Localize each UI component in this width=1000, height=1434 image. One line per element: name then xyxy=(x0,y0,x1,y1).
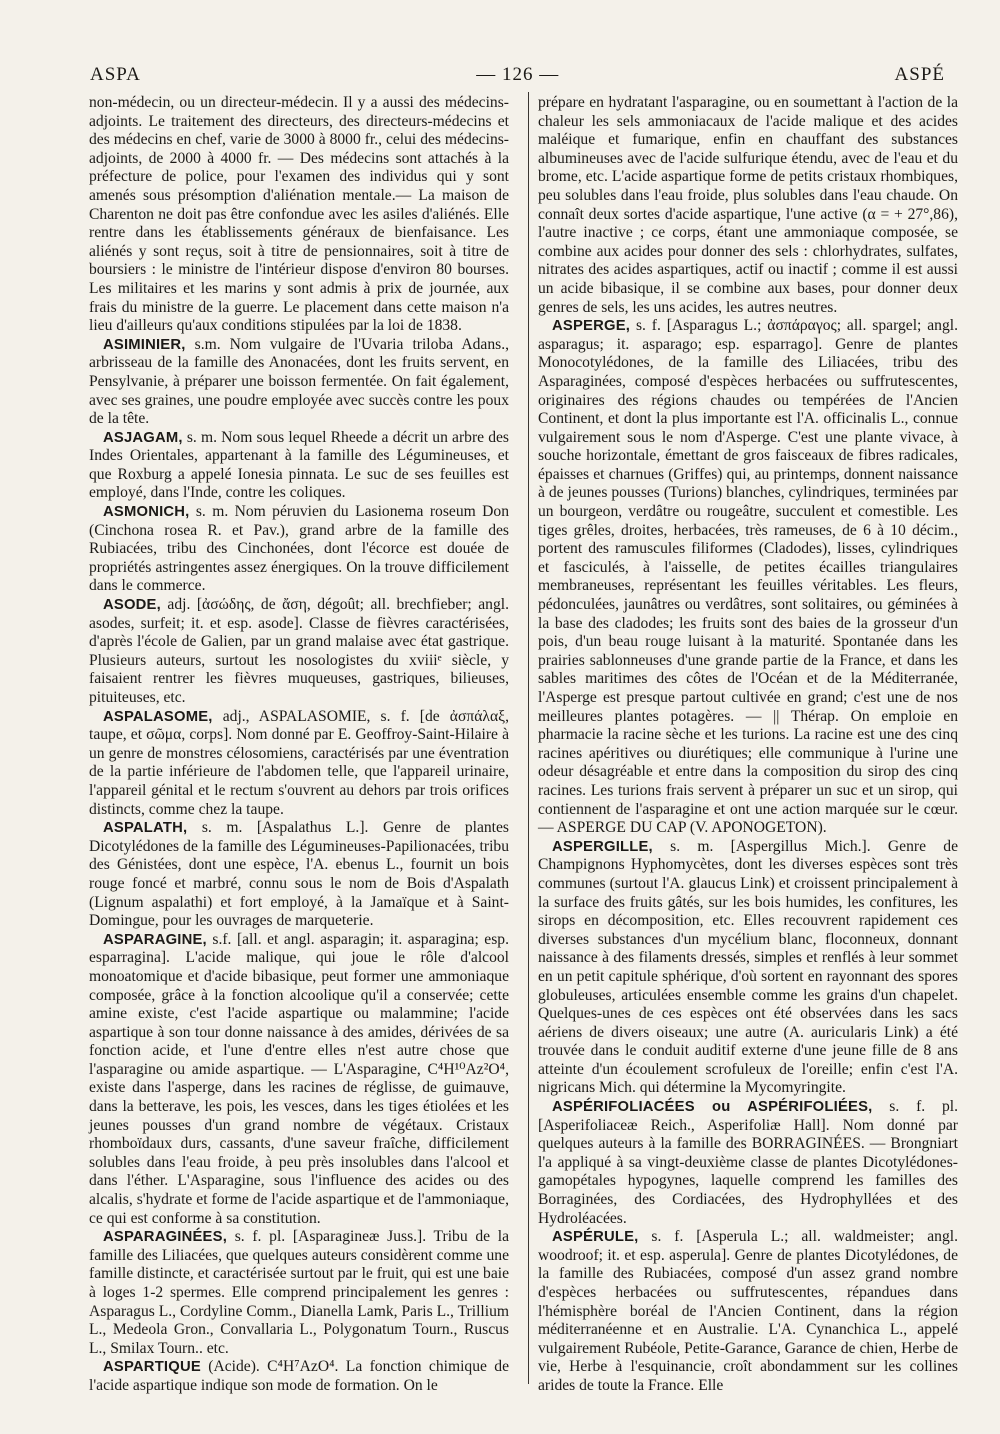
dictionary-entry xyxy=(89,931,509,1229)
dictionary-entry xyxy=(89,819,509,931)
dictionary-entry xyxy=(89,596,509,708)
dictionary-entry xyxy=(89,1228,509,1358)
entry-text: s. m. [Aspalathus L.]. Genre de plantes Dicotylédones de la famille des Légumineuses-Papilionacées, tribu des Génistées, dont une espèce, l'A. ebenus L., fournit un bois rouge foncé et marbré, connu sous le nom de Bois d'Aspalath (Lignum aspalathi) et fort employé, à la Jamaïque et à Saint-Domingue, pour les ouvrages de marqueterie. xyxy=(89,819,509,930)
entry-text: (Acide). C⁴H⁷AzO⁴. La fonction chimique de l'acide aspartique indique son mode de formation. On le xyxy=(89,1358,509,1394)
dictionary-entry xyxy=(538,94,958,317)
entry-headword: ASPALATH, xyxy=(103,820,188,837)
entry-text: s.f. [all. et angl. asparagin; it. asparagina; esp. esparragina]. L'acide malique, qui joue le rôle d'alcool monoatomique et d'acide bibasique, peut former une ammoniaque composée, grâce à la fonction alcoolique qu'il a conservée; cette amine existe, c'est l'acide aspartique ou malammine; l'acide aspartique à son tour donne naissance à des amides, dérivées de sa fonction acide, et l'une d'entre elles n'est autre chose que l'asparagine ou amide aspartique. — L'Asparagine, C⁴H¹⁰Az²O⁴, existe dans l'asperge, dans les racines de réglisse, de guimauve, dans la betterave, les pois, les vesces, dans les tiges étiolées et les jeunes pousses d'un grand nombre de végétaux. Cristaux rhomboïdaux durs, cassants, d'une saveur fraîche, difficilement solubles dans l'eau froide, à peu près insolubles dans l'alcool et dans l'éther. L'Asparagine, sous l'influence des acides ou des alcalis, s'hydrate et forme de l'acide aspartique et de l'ammoniaque, ce qui est conforme à sa constitution. xyxy=(89,930,509,1227)
entry-text: adj. [ἀσώδης, de ἄση, dégoût; all. brechfieber; angl. asodes, surfeit; it. et esp. asode]. Classe de fièvres caractérisées, d'après l'école de Galien, par un grand malaise avec état gastrique. Plusieurs auteurs, surtout les nosologistes du xviiiᵉ siècle, y faisaient rentrer les fièvres muqueuses, gastriques, bilieuses, pituiteuses, etc. xyxy=(89,596,509,706)
entry-headword: ASIMINIER, xyxy=(103,336,186,353)
entry-text: prépare en hydratant l'asparagine, ou en soumettant à l'action de la chaleur les sels ammoniacaux de l'acide malique et des acides maléique et fumarique, enfin en chauffant des substances albumineuses avec de l'acide sulfurique étendu, avec de l'eau et du brome, etc. L'acide aspartique forme de petits cristaux rhombiques, peu solubles dans l'eau froide, plus solubles dans l'eau chaude. On connaît deux sortes d'acide aspartique, l'une active (α = + 27°,86), l'autre inactive ; ce corps, étant une ammoniaque composée, se combine aux acides pour donner des sels : chlorhydrates, sulfates, nitrates des acides aspartiques, actif ou inactif ; comme il est aussi un acide bibasique, il se combine aux bases, pour donner deux genres de sels, les uns acides, les autres neutres. xyxy=(538,94,958,316)
entry-text: s. m. [Aspergillus Mich.]. Genre de Champignons Hyphomycètes, dont les diverses espèces sont très communes (surtout l'A. glaucus Link) et croissent principalement à la surface des fruits gâtés, sur les bois humides, les confitures, les sirops en décomposition, etc. Elles recouvrent rapidement ces diverses substances d'un mycélium blanc, floconneux, donnant naissance à des filaments dressés, simples et renflés à leur sommet en un petit capitule sphérique, d'où sortent en rayonnant des spores globuleuses, articulées ensemble comme les grains d'un chapelet. Quelques-unes de ces espèces ont été observées dans les sacs aériens de divers oiseaux; une autre (A. auricularis Link) a été trouvée dans le conduit auditif externe d'une jeune fille de 8 ans atteinte d'un écoulement scrofuleux de l'oreille; enfin c'est l'A. nigricans Mich. qui détermine la Mycomyringite. xyxy=(538,837,958,1097)
dictionary-entry xyxy=(89,94,509,336)
entry-headword: ASMONICH, xyxy=(103,504,190,521)
dictionary-entry xyxy=(538,317,958,838)
page-header xyxy=(90,62,945,88)
entry-text: s. m. Nom péruvien du Lasionema roseum Don (Cinchona rosea R. et Pav.), grand arbre de la famille des Rubiacées, tribu des Cinchonées, dont l'écorce est douée de propriétés astringentes assez énergiques. On la trouve difficilement dans le commerce. xyxy=(89,503,509,595)
entry-text: s. f. pl. [Asparagineæ Juss.]. Tribu de la famille des Liliacées, que quelques auteurs considèrent comme une famille distincte, et caractérisée surtout par le fruit, qui est une baie à loges 1-2 spermes. Elle comprend principalement les genres : Asparagus L., Cordyline Comm., Dianella Lamk, Paris L., Trillium L., Medeola Gron., Convallaria L., Polygonatum Tourn., Ruscus L., Smilax Tourn.. etc. xyxy=(89,1228,509,1357)
entry-headword: ASPERGILLE, xyxy=(552,838,653,855)
entry-headword: ASPERGE, xyxy=(552,318,631,335)
header-left-guide-word: ASPA xyxy=(90,64,141,85)
entry-text: adj., ASPALASOMIE, s. f. [de ἀσπάλαξ, taupe, et σῶμα, corps]. Nom donné par E. Geoffroy-Saint-Hilaire à un genre de monstres célosomiens, caractérisés par une éventration de la partie inférieure de l'abdomen telle, que l'appareil urinaire, l'appareil génital et le rectum s'ouvrent au dehors par trois orifices distincts, comme chez la taupe. xyxy=(89,707,509,818)
entry-headword: ASPARAGINE, xyxy=(103,931,207,948)
page-number: — 126 — xyxy=(476,64,560,85)
dictionary-entry xyxy=(89,429,509,503)
dictionary-entry xyxy=(89,336,509,429)
entry-headword: ASPARTIQUE xyxy=(103,1359,201,1376)
entry-text: s. f. pl. [Asperifoliaceæ Reich., Asperifoliæ Hall]. Nom donné par quelques auteurs à la famille des BORRAGINÉES. — Brongniart l'a appliqué à sa vingt-deuxième classe de plantes Dicotylédones-gamopétales hypogynes, laquelle comprend les familles des Borraginées, des Cordiacées, des Hydrophyllées et des Hydroléacées. xyxy=(538,1098,958,1227)
dictionary-entry xyxy=(538,1098,958,1228)
entry-text: s. m. Nom sous lequel Rheede a décrit un arbre des Indes Orientales, appartenant à la famille des Légumineuses, et que Roxburg a appelé Ionesia pinnata. Le suc de ses feuilles est employé, dans l'Inde, contre les coliques. xyxy=(89,428,509,502)
entry-text: non-médecin, ou un directeur-médecin. Il y a aussi des médecins-adjoints. Le traitement des directeurs, des directeurs-médecins et des médecins en chef, varie de 3000 à 8000 fr., celui des médecins-adjoints, de 2000 à 4000 fr. — Des médecins sont attachés à la préfecture de police, pour l'examen des individus qui y sont amenés sous présomption d'aliénation mentale.— La maison de Charenton ne doit pas être confondue avec les asiles d'aliénés. Elle rentre dans les établissements généraux de bienfaisance. Les aliénés y sont reçus, soit à titre de pensionnaires, soit à titre de boursiers : le ministre de l'intérieur dispose d'environ 80 bourses. Les militaires et les marins y sont admis à prix de journée, aux frais du ministre de la guerre. Le placement dans cette maison n'a lieu d'ailleurs qu'aux conditions stipulées par la loi de 1838. xyxy=(89,94,509,335)
entry-headword: ASPARAGINÉES, xyxy=(103,1229,228,1246)
dictionary-entry xyxy=(538,838,958,1098)
entry-headword: ASPALASOME, xyxy=(103,708,213,725)
entry-text: s. f. [Asparagus L.; ἀσπάραγος; all. spargel; angl. asparagus; it. asparago; esp. esparrago]. Genre de plantes Monocotylédones, de la famille des Liliacées, tribu des Asparaginées, composé d'espèces herbacées ou suffrutescentes, originaires des régions chaudes ou tempérées de l'Ancien Continent, et dont la plus importante est l'A. officinalis L., connue vulgairement sous le nom d'Asperge. C'est une plante vivace, à souche horizontale, émettant de gros faisceaux de fibres radicales, épaisses et charnues (Griffes) qui, au printemps, donnent naissance à de jeunes pousses (Turions) blanches, cylindriques, terminées par un bourgeon, verdâtre ou rougeâtre, succulent et comestible. Les tiges grêles, droites, herbacées, très rameuses, de 6 à 10 décim., portent des ramuscules filiformes (Cladodes), lisses, cylindriques et fasciculés, à l'aisselle, de petites écailles triangulaires membraneuses, représentant les feuilles véritables. Les fleurs, pédonculées, jaunâtres ou verdâtres, sont solitaires, ou géminées à la base des cladodes; les fruits sont des baies de la grosseur d'un pois, d'un beau rouge luisant à la maturité. Spontanée dans les prairies sablonneuses d'une grande partie de la France, et dans les sables maritimes des côtes de l'Océan et de la Méditerranée, l'Asperge est presque partout cultivée en grand; c'est une de nos meilleures plantes potagères. — || Thérap. On emploie en pharmacie la racine sèche et les turions. La racine est une des cinq racines apéritives ou diurétiques; elle communique à l'urine une odeur désagréable et entre dans la composition du sirop des cinq racines. Les turions frais servent à préparer un suc et un sirop, qui contiennent de l'asparagine et ont une action marquée sur le cœur. — ASPERGE DU CAP (V. APONOGETON). xyxy=(538,317,958,837)
entry-headword: ASPÉRIFOLIACÉES ou ASPÉRIFOLIÉES, xyxy=(552,1099,873,1116)
entry-headword: ASODE, xyxy=(103,597,161,614)
column-divider xyxy=(528,92,529,1384)
dictionary-entry xyxy=(89,1358,509,1395)
dictionary-entry xyxy=(89,708,509,820)
entry-headword: ASJAGAM, xyxy=(103,429,183,446)
dictionary-entry xyxy=(538,1228,958,1395)
header-right-guide-word: ASPÉ xyxy=(894,64,945,85)
dictionary-entry xyxy=(89,503,509,596)
entry-text: s.m. Nom vulgaire de l'Uvaria triloba Adans., arbrisseau de la famille des Anonacées, dont les fruits servent, en Pensylvanie, à préparer une boisson fermentée. On fait également, avec ses graines, une poudre employée avec succès contre les poux de la tête. xyxy=(89,335,509,428)
entry-text: s. f. [Asperula L.; all. waldmeister; angl. woodroof; it. et esp. asperula]. Genre de plantes Dicotylédones, de la famille des Rubiacées, composé d'un assez grand nombre d'espèces herbacées ou suffrutescentes, répandues dans l'hémisphère boréal de l'Ancien Continent, dans la région méditerranéenne et en Australie. L'A. Cynanchica L., appelé vulgairement Rubéole, Petite-Garance, Garance de chien, Herbe de vie, Herbe à l'esquinancie, croît abondamment sur les collines arides de toute la France. Elle xyxy=(538,1228,958,1394)
left-column xyxy=(89,94,509,1396)
entry-headword: ASPÉRULE, xyxy=(552,1229,639,1246)
right-column xyxy=(538,94,958,1396)
